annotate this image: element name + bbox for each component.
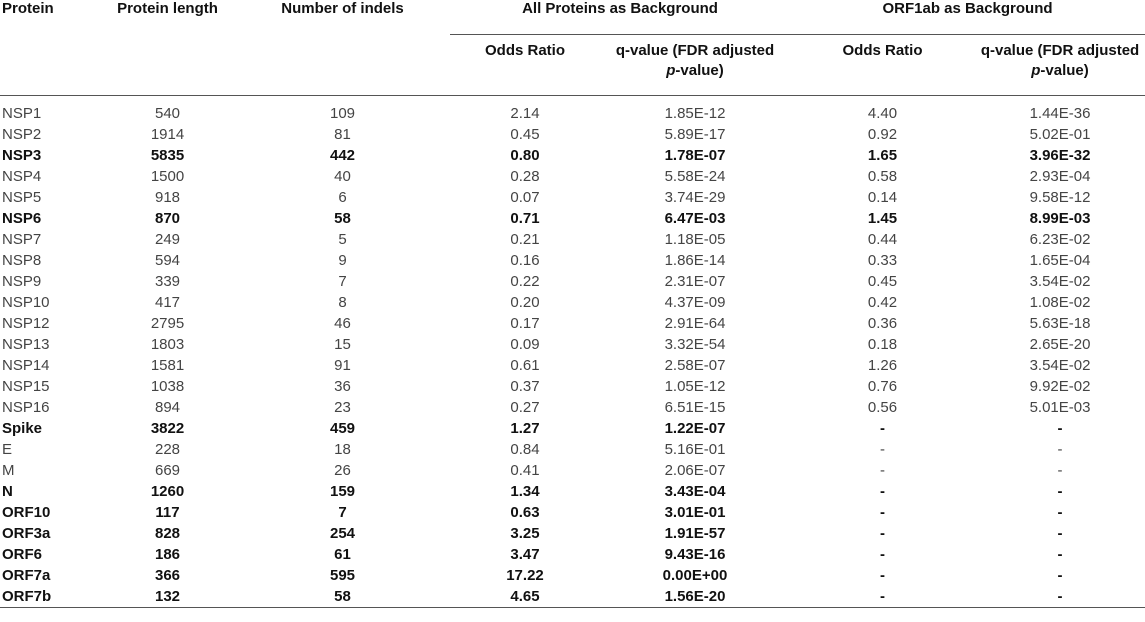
- cell-protein: NSP9: [2, 273, 42, 290]
- cell-odds-ratio-orf: -: [880, 462, 886, 479]
- cell-length: 117: [155, 504, 180, 521]
- table-row: [0, 586, 1145, 608]
- cell-indels: 459: [329, 420, 356, 437]
- cell-qvalue-orf: 8.99E-03: [1029, 210, 1091, 227]
- cell-qvalue-all: 3.01E-01: [664, 504, 726, 521]
- cell-qvalue-all: 1.05E-12: [664, 378, 726, 395]
- cell-length: 2795: [150, 315, 185, 332]
- cell-odds-ratio-all: 0.41: [510, 462, 540, 479]
- cell-qvalue-all: 1.86E-14: [664, 252, 726, 269]
- cell-indels: 26: [334, 462, 351, 479]
- table-row: [0, 292, 1145, 313]
- cell-odds-ratio-all: 0.20: [510, 294, 540, 311]
- cell-protein: NSP10: [2, 294, 50, 311]
- table-row: [0, 418, 1145, 439]
- cell-qvalue-all: 1.18E-05: [664, 231, 726, 248]
- cell-length: 186: [154, 546, 181, 563]
- cell-protein: ORF6: [2, 546, 43, 563]
- table-row: [0, 523, 1145, 544]
- cell-protein: NSP14: [2, 357, 50, 374]
- cell-odds-ratio-orf: 4.40: [867, 105, 898, 122]
- cell-qvalue-all: 1.91E-57: [664, 525, 726, 542]
- table-row: [0, 355, 1145, 376]
- cell-qvalue-all: 1.56E-20: [664, 588, 726, 605]
- cell-qvalue-orf: 5.02E-01: [1029, 126, 1091, 143]
- header-group-all-proteins: All Proteins as Background: [450, 0, 790, 35]
- cell-indels: 46: [334, 315, 351, 332]
- cell-odds-ratio-orf: 0.42: [867, 294, 898, 311]
- qvalue-p-italic: p: [1031, 62, 1041, 79]
- cell-indels: 9: [338, 252, 347, 269]
- cell-length: 1803: [150, 336, 185, 353]
- table-row: [0, 313, 1145, 334]
- cell-qvalue-orf: 5.63E-18: [1029, 315, 1091, 332]
- cell-indels: 15: [334, 336, 351, 353]
- cell-length: 339: [154, 273, 181, 290]
- cell-qvalue-orf: -: [1057, 483, 1063, 500]
- cell-odds-ratio-orf: 0.44: [867, 231, 898, 248]
- cell-odds-ratio-all: 0.71: [510, 210, 540, 227]
- cell-odds-ratio-all: 0.22: [510, 273, 540, 290]
- cell-qvalue-all: 2.06E-07: [664, 462, 726, 479]
- cell-qvalue-all: 1.85E-12: [664, 105, 726, 122]
- cell-protein: M: [2, 462, 15, 479]
- cell-length: 1914: [150, 126, 185, 143]
- cell-indels: 5: [338, 231, 347, 248]
- cell-qvalue-orf: 3.54E-02: [1029, 273, 1091, 290]
- header-number-of-indels: Number of indels: [281, 0, 404, 17]
- cell-odds-ratio-orf: 0.36: [867, 315, 898, 332]
- cell-odds-ratio-orf: 1.45: [867, 210, 898, 227]
- cell-indels: 109: [329, 105, 356, 122]
- cell-odds-ratio-all: 3.25: [510, 525, 540, 542]
- cell-length: 1581: [150, 357, 185, 374]
- cell-indels: 36: [334, 378, 351, 395]
- cell-length: 1038: [150, 378, 185, 395]
- cell-odds-ratio-orf: -: [880, 441, 886, 458]
- table-row: [0, 334, 1145, 355]
- cell-odds-ratio-all: 3.47: [510, 546, 540, 563]
- cell-indels: 58: [334, 588, 351, 605]
- cell-qvalue-orf: 9.58E-12: [1029, 189, 1091, 206]
- header-protein-length: Protein length: [117, 0, 218, 17]
- cell-odds-ratio-all: 0.16: [510, 252, 540, 269]
- cell-protein: NSP6: [2, 210, 42, 227]
- cell-protein: Spike: [2, 420, 43, 437]
- cell-odds-ratio-orf: 0.92: [867, 126, 898, 143]
- cell-protein: NSP15: [2, 378, 50, 395]
- cell-odds-ratio-orf: -: [880, 567, 886, 584]
- cell-qvalue-orf: 1.08E-02: [1029, 294, 1091, 311]
- table-row: [0, 229, 1145, 250]
- cell-length: 894: [154, 399, 181, 416]
- cell-qvalue-orf: 3.54E-02: [1029, 357, 1091, 374]
- cell-odds-ratio-orf: -: [880, 588, 886, 605]
- cell-qvalue-all: 0.00E+00: [662, 567, 728, 584]
- cell-qvalue-orf: -: [1057, 441, 1063, 458]
- cell-odds-ratio-orf: 0.33: [867, 252, 898, 269]
- cell-protein: NSP12: [2, 315, 50, 332]
- header-odds-ratio-all: Odds Ratio: [484, 42, 565, 59]
- cell-qvalue-all: 4.37E-09: [664, 294, 726, 311]
- cell-qvalue-orf: -: [1057, 420, 1063, 437]
- cell-odds-ratio-all: 0.61: [510, 357, 540, 374]
- cell-qvalue-all: 5.89E-17: [664, 126, 726, 143]
- cell-protein: NSP16: [2, 399, 50, 416]
- table-row: [0, 96, 1145, 125]
- cell-qvalue-all: 5.16E-01: [664, 441, 726, 458]
- header-qvalue-all: [600, 35, 790, 96]
- cell-indels: 7: [338, 273, 347, 290]
- cell-indels: 595: [329, 567, 356, 584]
- cell-protein: NSP3: [2, 147, 42, 164]
- cell-odds-ratio-all: 17.22: [506, 567, 544, 584]
- cell-odds-ratio-orf: 0.58: [867, 168, 898, 185]
- cell-protein: NSP1: [2, 105, 42, 122]
- table-row: [0, 439, 1145, 460]
- cell-odds-ratio-all: 1.34: [510, 483, 540, 500]
- table-row: [0, 250, 1145, 271]
- cell-indels: 159: [329, 483, 356, 500]
- cell-length: 1500: [150, 168, 185, 185]
- cell-protein: N: [2, 483, 13, 500]
- cell-indels: 91: [334, 357, 351, 374]
- cell-protein: ORF7a: [2, 567, 51, 584]
- cell-length: 228: [154, 441, 181, 458]
- cell-length: 540: [154, 105, 181, 122]
- cell-qvalue-all: 3.43E-04: [664, 483, 726, 500]
- cell-qvalue-orf: 1.65E-04: [1029, 252, 1091, 269]
- cell-protein: ORF3a: [2, 525, 51, 542]
- table-row: [0, 271, 1145, 292]
- cell-protein: NSP8: [2, 252, 42, 269]
- table-row: [0, 544, 1145, 565]
- qvalue-label-line1: q-value (FDR adjusted: [615, 42, 775, 59]
- cell-protein: NSP13: [2, 336, 50, 353]
- cell-length: 417: [154, 294, 181, 311]
- cell-odds-ratio-all: 0.07: [510, 189, 540, 206]
- cell-odds-ratio-orf: -: [880, 483, 886, 500]
- qvalue-label-tail: -value): [675, 62, 724, 79]
- cell-protein: NSP4: [2, 168, 42, 185]
- table-body: [0, 96, 1145, 608]
- table-row: [0, 124, 1145, 145]
- cell-indels: 61: [334, 546, 351, 563]
- cell-protein: ORF7b: [2, 588, 52, 605]
- cell-indels: 40: [334, 168, 351, 185]
- cell-odds-ratio-orf: 0.45: [867, 273, 898, 290]
- cell-odds-ratio-all: 0.80: [510, 147, 540, 164]
- cell-indels: 81: [334, 126, 351, 143]
- cell-qvalue-all: 3.74E-29: [664, 189, 726, 206]
- cell-qvalue-all: 2.31E-07: [664, 273, 726, 290]
- cell-odds-ratio-all: 0.17: [510, 315, 540, 332]
- cell-qvalue-orf: -: [1057, 504, 1063, 521]
- cell-qvalue-all: 9.43E-16: [664, 546, 726, 563]
- cell-indels: 58: [334, 210, 351, 227]
- cell-odds-ratio-orf: 0.18: [867, 336, 898, 353]
- cell-indels: 18: [334, 441, 351, 458]
- cell-qvalue-orf: -: [1057, 588, 1063, 605]
- cell-length: 870: [154, 210, 181, 227]
- cell-qvalue-orf: 2.65E-20: [1029, 336, 1091, 353]
- table-row: [0, 376, 1145, 397]
- cell-length: 132: [154, 588, 181, 605]
- cell-odds-ratio-all: 4.65: [510, 588, 540, 605]
- table-row: [0, 208, 1145, 229]
- cell-odds-ratio-orf: -: [880, 504, 886, 521]
- qvalue-label-line1: q-value (FDR adjusted: [980, 42, 1140, 59]
- cell-protein: ORF10: [2, 504, 51, 521]
- cell-qvalue-all: 2.58E-07: [664, 357, 726, 374]
- cell-odds-ratio-orf: -: [880, 420, 886, 437]
- cell-length: 918: [154, 189, 181, 206]
- cell-length: 3822: [150, 420, 185, 437]
- cell-indels: 6: [338, 189, 347, 206]
- cell-length: 5835: [150, 147, 185, 164]
- table-row: [0, 145, 1145, 166]
- cell-length: 1260: [150, 483, 185, 500]
- cell-indels: 8: [338, 294, 347, 311]
- cell-odds-ratio-all: 0.21: [510, 231, 540, 248]
- cell-odds-ratio-all: 0.63: [510, 504, 540, 521]
- cell-qvalue-orf: 3.96E-32: [1029, 147, 1091, 164]
- cell-indels: 23: [334, 399, 351, 416]
- cell-length: 249: [154, 231, 181, 248]
- cell-odds-ratio-all: 0.27: [510, 399, 540, 416]
- header-group-orf1ab: ORF1ab as Background: [790, 0, 1145, 35]
- cell-odds-ratio-all: 2.14: [510, 105, 540, 122]
- cell-qvalue-all: 3.32E-54: [664, 336, 726, 353]
- cell-odds-ratio-orf: 0.56: [867, 399, 898, 416]
- cell-odds-ratio-orf: -: [880, 525, 886, 542]
- cell-indels: 254: [329, 525, 356, 542]
- cell-length: 366: [154, 567, 181, 584]
- table-row: [0, 565, 1145, 586]
- cell-qvalue-all: 6.47E-03: [664, 210, 726, 227]
- cell-qvalue-orf: -: [1057, 462, 1063, 479]
- cell-odds-ratio-all: 0.84: [510, 441, 540, 458]
- cell-length: 594: [154, 252, 181, 269]
- cell-odds-ratio-orf: 0.76: [867, 378, 898, 395]
- cell-protein: NSP5: [2, 189, 42, 206]
- header-row-groups: [0, 0, 1145, 35]
- cell-odds-ratio-all: 0.37: [510, 378, 540, 395]
- qvalue-label-tail: -value): [1040, 62, 1089, 79]
- cell-qvalue-orf: -: [1057, 525, 1063, 542]
- cell-odds-ratio-orf: -: [880, 546, 886, 563]
- cell-qvalue-all: 1.78E-07: [664, 147, 726, 164]
- cell-odds-ratio-orf: 0.14: [867, 189, 898, 206]
- cell-odds-ratio-all: 1.27: [510, 420, 540, 437]
- table-row: [0, 481, 1145, 502]
- cell-qvalue-orf: -: [1057, 567, 1063, 584]
- qvalue-p-italic: p: [666, 62, 676, 79]
- cell-indels: 7: [338, 504, 347, 521]
- cell-odds-ratio-orf: 1.26: [867, 357, 898, 374]
- cell-qvalue-orf: 2.93E-04: [1029, 168, 1091, 185]
- cell-protein: NSP7: [2, 231, 42, 248]
- header-protein: Protein: [2, 0, 54, 17]
- cell-qvalue-orf: 5.01E-03: [1029, 399, 1091, 416]
- cell-qvalue-all: 6.51E-15: [664, 399, 726, 416]
- cell-length: 828: [154, 525, 181, 542]
- cell-odds-ratio-orf: 1.65: [867, 147, 898, 164]
- table-row: [0, 460, 1145, 481]
- cell-indels: 442: [329, 147, 356, 164]
- cell-odds-ratio-all: 0.28: [510, 168, 540, 185]
- cell-qvalue-orf: 6.23E-02: [1029, 231, 1091, 248]
- cell-protein: E: [2, 441, 13, 458]
- cell-qvalue-orf: -: [1057, 546, 1063, 563]
- cell-qvalue-all: 1.22E-07: [664, 420, 726, 437]
- cell-protein: NSP2: [2, 126, 42, 143]
- cell-odds-ratio-all: 0.09: [510, 336, 540, 353]
- header-qvalue-orf: [975, 35, 1145, 96]
- header-odds-ratio-orf: Odds Ratio: [842, 42, 923, 59]
- cell-odds-ratio-all: 0.45: [510, 126, 540, 143]
- cell-qvalue-all: 5.58E-24: [664, 168, 726, 185]
- table-row: [0, 397, 1145, 418]
- cell-qvalue-orf: 1.44E-36: [1029, 105, 1091, 122]
- cell-qvalue-all: 2.91E-64: [664, 315, 726, 332]
- table-row: [0, 187, 1145, 208]
- table-row: [0, 502, 1145, 523]
- cell-length: 669: [154, 462, 181, 479]
- table-row: [0, 166, 1145, 187]
- cell-qvalue-orf: 9.92E-02: [1029, 378, 1091, 395]
